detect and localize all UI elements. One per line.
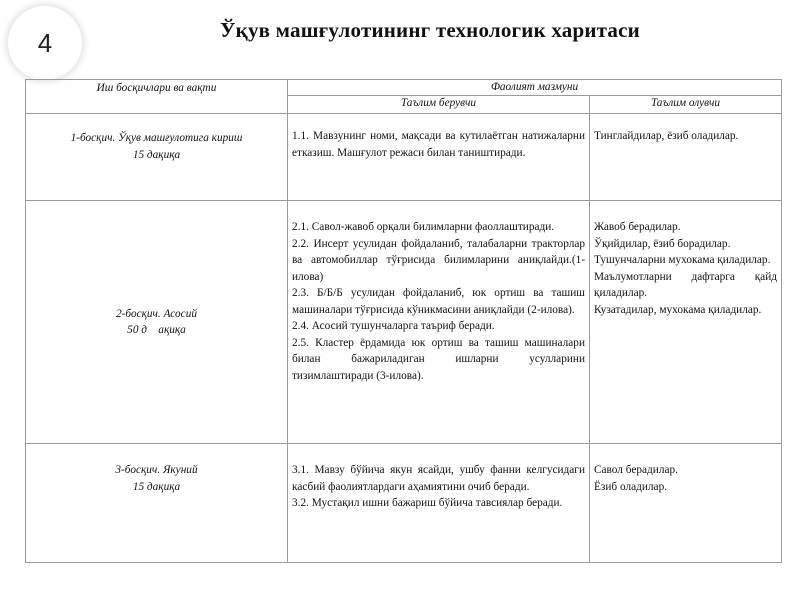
- student-item: Ёзиб оладилар.: [594, 480, 668, 493]
- teacher-cell: [288, 444, 590, 563]
- header-row-1: [26, 80, 782, 96]
- stage-time: 15 дақиқа: [132, 148, 181, 161]
- stage-title: 2-босқич. Асосий: [116, 307, 197, 320]
- stage-title: 3-босқич. Якуний: [115, 464, 198, 476]
- student-item: Кузатадилар, мухокама қиладилар.: [594, 303, 762, 316]
- stage-time: 50 д ақиқа: [127, 324, 186, 336]
- stage-cell: [26, 444, 288, 563]
- teacher-item: 2.5. Кластер ёрдамида юк ортиш ва ташиш машиналари билан бажариладиган ишларни усулларини тизимлаштиради (3-илова).: [292, 336, 585, 382]
- student-cell: [590, 114, 782, 201]
- stage-title: 1-босқич. Ўқув машғулотига кириш: [70, 132, 243, 144]
- teacher-item: 2.3. Б/Б/Б усулидан фойдаланиб, юк ортиш ва ташиш машиналари тўғрисида кўникмасини аниқлайди (2-илова).: [292, 287, 585, 316]
- teacher-item: 2.2. Инсерт усулидан фойдаланиб, талабаларни тракторлар ва автомобиллар тўғрисида билимларини аниқлайди.(1-илова): [292, 237, 585, 283]
- column-header-stage: Иш босқичлари ва вақти: [26, 80, 288, 114]
- teacher-item: 3.1. Мавзу бўйича якун ясайди, ушбу фанни келгусидаги касбий фаолиятлардаги аҳамиятини очиб беради.: [292, 464, 585, 493]
- slide-number-badge: [8, 6, 82, 80]
- student-cell: [590, 201, 782, 444]
- teacher-item: 3.2. Мустақил ишни бажариш бўйича тавсиялар беради.: [292, 497, 563, 509]
- teacher-item: 2.1. Савол-жавоб орқали билимларни фаоллаштиради.: [292, 221, 555, 233]
- column-header-activity: Фаолият мазмуни: [288, 80, 782, 96]
- student-item: Маълумотларни дафтарга қайд қиладилар.: [594, 270, 777, 299]
- student-item: Тинглайдилар, ёзиб оладилар.: [594, 130, 739, 142]
- teacher-cell: [288, 114, 590, 201]
- student-item: Жавоб берадилар.: [594, 221, 681, 233]
- stage-time: 15 дақиқа: [132, 480, 181, 493]
- teacher-item: 1.1. Мавзунинг номи, мақсади ва кутилаётган натижаларни етказиш. Машғулот режаси билан таништиради.: [292, 130, 585, 159]
- student-cell: [590, 444, 782, 563]
- column-header-teacher: Таълим берувчи: [288, 96, 590, 114]
- technology-map-table: [25, 79, 782, 563]
- column-header-student: Таълим олувчи: [590, 96, 782, 114]
- table-row: [26, 201, 782, 444]
- teacher-cell: [288, 201, 590, 444]
- table-row: [26, 444, 782, 563]
- slide-number: 4: [37, 27, 53, 58]
- table-row: [26, 114, 782, 201]
- student-item: Савол берадилар.: [594, 464, 678, 476]
- page-title: Ўқув машғулотининг технологик харитаси: [220, 18, 640, 42]
- stage-cell: [26, 114, 288, 201]
- student-item: Ўқийдилар, ёзиб борадилар.: [594, 237, 731, 250]
- stage-cell: [26, 201, 288, 444]
- student-item: Тушунчаларни мухокама қиладилар.: [594, 254, 771, 266]
- teacher-item: 2.4. Асосий тушунчаларга таъриф беради.: [292, 320, 495, 332]
